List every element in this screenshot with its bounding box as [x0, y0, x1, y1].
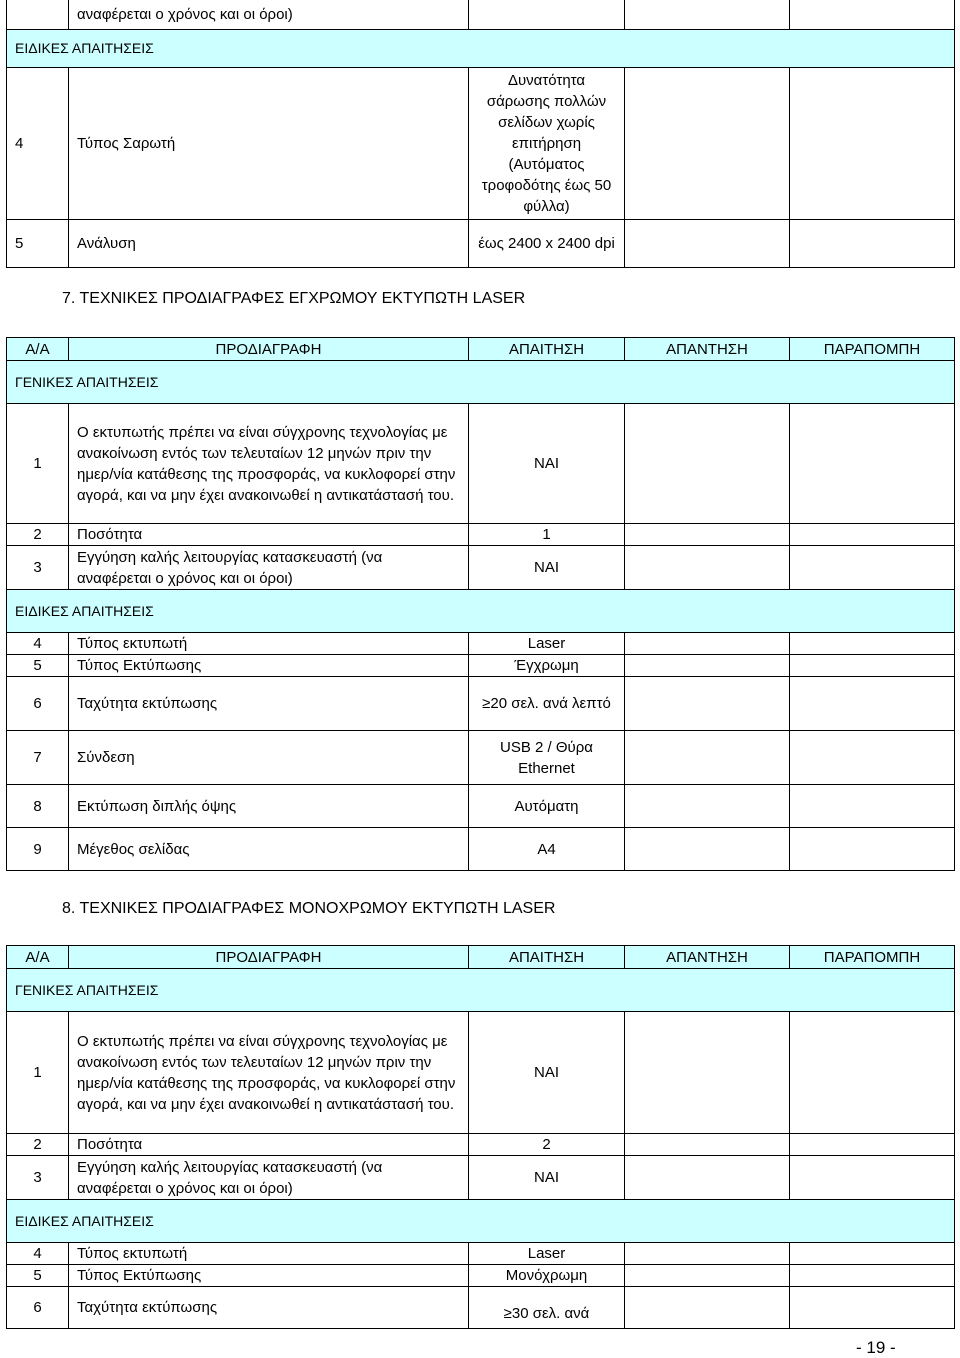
answer-cell[interactable] — [625, 1287, 790, 1329]
header-spec: ΠΡΟΔΙΑΓΡΑΦΗ — [69, 338, 469, 361]
requirement-cell: ≥20 σελ. ανά λεπτό — [469, 677, 625, 731]
spec-cell: Ανάλυση — [69, 219, 469, 267]
row-number: 7 — [7, 731, 69, 785]
answer-cell[interactable] — [625, 655, 790, 677]
answer-cell[interactable] — [625, 404, 790, 524]
row-number: 8 — [7, 785, 69, 828]
row-number: 3 — [7, 1156, 69, 1200]
reference-cell[interactable] — [790, 1287, 955, 1329]
requirement-cell: Α4 — [469, 828, 625, 871]
answer-cell[interactable] — [625, 524, 790, 546]
row-number: 2 — [7, 1134, 69, 1156]
reference-cell[interactable] — [790, 404, 955, 524]
reference-cell[interactable] — [790, 633, 955, 655]
spec-cell: Ταχύτητα εκτύπωσης — [69, 677, 469, 731]
row-number: 4 — [7, 67, 69, 219]
answer-cell[interactable] — [625, 1134, 790, 1156]
requirement-cell: Δυνατότητα σάρωσης πολλών σελίδων χωρίς επιτήρηση (Αυτόματος τροφοδότης έως 50 φύλλα) — [469, 67, 625, 219]
spec-cell: Τύπος Εκτύπωσης — [69, 1265, 469, 1287]
requirement-cell: Laser — [469, 1243, 625, 1265]
answer-cell[interactable] — [625, 731, 790, 785]
answer-cell[interactable] — [625, 1243, 790, 1265]
row-number: 4 — [7, 633, 69, 655]
general-requirements-band: ΓΕΝΙΚΕΣ ΑΠΑΙΤΗΣΕΙΣ — [7, 361, 955, 404]
page-number: - 19 - — [856, 1338, 896, 1357]
special-requirements-band: ΕΙΔΙΚΕΣ ΑΠΑΙΤΗΣΕΙΣ — [7, 29, 955, 67]
header-requirement: ΑΠΑΙΤΗΣΗ — [469, 946, 625, 969]
answer-cell[interactable] — [625, 1012, 790, 1134]
reference-cell[interactable] — [790, 677, 955, 731]
spec-cell: Ο εκτυπωτής πρέπει να είναι σύγχρονης τεχνολογίας με ανακοίνωση εντός των τελευταίων 12 μηνών πριν την ημερ/νία κατάθεσης της προσφοράς, να κυκλοφορεί στην αγορά, και να μην έχει ανακοινωθεί η αντικατάστασή του. — [69, 1012, 469, 1134]
answer-cell[interactable] — [625, 67, 790, 219]
requirement-cell: ΝΑΙ — [469, 546, 625, 590]
requirement-cell: Αυτόματη — [469, 785, 625, 828]
requirement-cell: Laser — [469, 633, 625, 655]
row-number: 9 — [7, 828, 69, 871]
requirement-cell: 2 — [469, 1134, 625, 1156]
header-spec: ΠΡΟΔΙΑΓΡΑΦΗ — [69, 946, 469, 969]
answer-cell[interactable] — [625, 677, 790, 731]
mono-printer-spec-table — [6, 945, 955, 1329]
special-requirements-band: ΕΙΔΙΚΕΣ ΑΠΑΙΤΗΣΕΙΣ — [7, 1200, 955, 1243]
requirement-cell: ΝΑΙ — [469, 1012, 625, 1134]
spec-cell: Τύπος εκτυπωτή — [69, 633, 469, 655]
header-aa: Α/Α — [7, 338, 69, 361]
spec-cell: Σύνδεση — [69, 731, 469, 785]
requirement-cell: USB 2 / Θύρα Ethernet — [469, 731, 625, 785]
answer-cell[interactable] — [625, 828, 790, 871]
spec-cell: Τύπος Εκτύπωσης — [69, 655, 469, 677]
row-number: 6 — [7, 1287, 69, 1329]
answer-cell[interactable] — [625, 633, 790, 655]
row-number: 6 — [7, 677, 69, 731]
row-number: 5 — [7, 219, 69, 267]
spec-cell: Ο εκτυπωτής πρέπει να είναι σύγχρονης τεχνολογίας με ανακοίνωση εντός των τελευταίων 12 μηνών πριν την ημερ/νία κατάθεσης της προσφοράς, να κυκλοφορεί στην αγορά, και να μην έχει ανακοινωθεί η αντικατάστασή του. — [69, 404, 469, 524]
scanner-spec-table — [6, 0, 955, 268]
requirement-cell: ΝΑΙ — [469, 404, 625, 524]
spec-cell: Εγγύηση καλής λειτουργίας κατασκευαστή (να αναφέρεται ο χρόνος και οι όροι) — [69, 546, 469, 590]
reference-cell[interactable] — [790, 546, 955, 590]
reference-cell[interactable] — [790, 828, 955, 871]
reference-cell[interactable] — [790, 1265, 955, 1287]
spec-cell: Ταχύτητα εκτύπωσης — [69, 1287, 469, 1329]
row-number: 5 — [7, 1265, 69, 1287]
general-requirements-band: ΓΕΝΙΚΕΣ ΑΠΑΙΤΗΣΕΙΣ — [7, 969, 955, 1012]
spec-cell: Εκτύπωση διπλής όψης — [69, 785, 469, 828]
header-answer: ΑΠΑΝΤΗΣΗ — [625, 946, 790, 969]
section-7-title: 7. ΤΕΧΝΙΚΕΣ ΠΡΟΔΙΑΓΡΑΦΕΣ ΕΓΧΡΩΜΟΥ ΕΚΤΥΠΩΤΗ LASER — [62, 290, 526, 307]
row-number: 1 — [7, 404, 69, 524]
reference-cell[interactable] — [790, 524, 955, 546]
requirement-cell: ΝΑΙ — [469, 1156, 625, 1200]
spec-cell: Τύπος εκτυπωτή — [69, 1243, 469, 1265]
header-reference: ΠΑΡΑΠΟΜΠΗ — [790, 946, 955, 969]
requirement-cell: ≥30 σελ. ανά — [469, 1287, 625, 1329]
reference-cell[interactable] — [790, 1012, 955, 1134]
spec-cell: αναφέρεται ο χρόνος και οι όροι) — [69, 0, 469, 29]
answer-cell[interactable] — [625, 546, 790, 590]
spec-cell: Μέγεθος σελίδας — [69, 828, 469, 871]
row-number: 2 — [7, 524, 69, 546]
reference-cell[interactable] — [790, 1156, 955, 1200]
spec-cell: Τύπος Σαρωτή — [69, 67, 469, 219]
reference-cell[interactable] — [790, 1243, 955, 1265]
row-number: 3 — [7, 546, 69, 590]
requirement-cell: έως 2400 x 2400 dpi — [469, 219, 625, 267]
reference-cell[interactable] — [790, 655, 955, 677]
requirement-cell: Μονόχρωμη — [469, 1265, 625, 1287]
spec-cell: Εγγύηση καλής λειτουργίας κατασκευαστή (να αναφέρεται ο χρόνος και οι όροι) — [69, 1156, 469, 1200]
answer-cell[interactable] — [625, 1156, 790, 1200]
color-printer-spec-table — [6, 337, 955, 871]
answer-cell[interactable] — [625, 1265, 790, 1287]
reference-cell[interactable] — [790, 1134, 955, 1156]
header-reference: ΠΑΡΑΠΟΜΠΗ — [790, 338, 955, 361]
reference-cell[interactable] — [790, 219, 955, 267]
reference-cell[interactable] — [790, 785, 955, 828]
requirement-cell: 1 — [469, 524, 625, 546]
header-requirement: ΑΠΑΙΤΗΣΗ — [469, 338, 625, 361]
spec-cell: Ποσότητα — [69, 1134, 469, 1156]
row-number: 5 — [7, 655, 69, 677]
special-requirements-band: ΕΙΔΙΚΕΣ ΑΠΑΙΤΗΣΕΙΣ — [7, 590, 955, 633]
row-number: 1 — [7, 1012, 69, 1134]
reference-cell[interactable] — [790, 67, 955, 219]
requirement-cell: Έγχρωμη — [469, 655, 625, 677]
header-aa: Α/Α — [7, 946, 69, 969]
row-number: 4 — [7, 1243, 69, 1265]
answer-cell[interactable] — [625, 219, 790, 267]
reference-cell[interactable] — [790, 731, 955, 785]
header-answer: ΑΠΑΝΤΗΣΗ — [625, 338, 790, 361]
section-8-title: 8. ΤΕΧΝΙΚΕΣ ΠΡΟΔΙΑΓΡΑΦΕΣ ΜΟΝΟΧΡΩΜΟΥ ΕΚΤΥΠΩΤΗ LASER — [62, 900, 556, 917]
answer-cell[interactable] — [625, 785, 790, 828]
spec-cell: Ποσότητα — [69, 524, 469, 546]
